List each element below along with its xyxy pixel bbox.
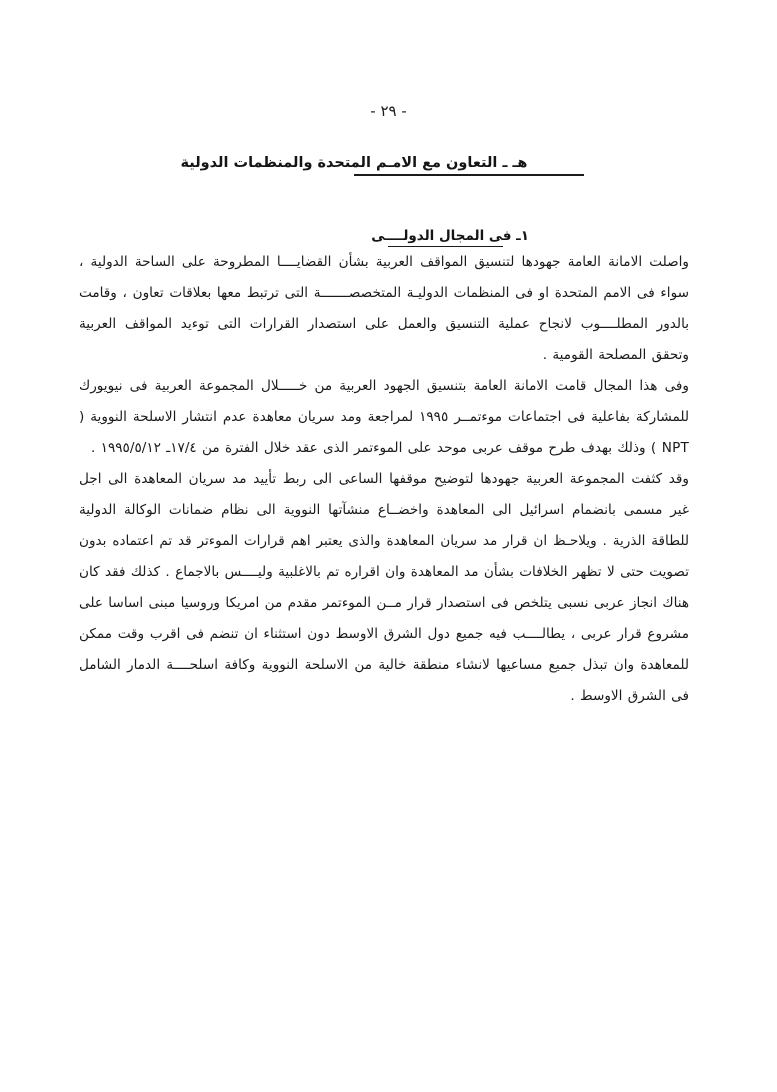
body-paragraph: وفى هذا المجال قامت الامانة العامة بتنسيق الجهود العربية من خـــــلال المجموعة العربية فى نيويورك للمشاركة بفاعلية فى اجتماعات موءتمــر ١٩٩٥ لمراجعة ومد سريان معاهدة عدم انتشار الاسلحة النووية ( NPT ) وذلك بهدف طرح موقف عربى موحد على الموءتمر الذى عقد خلال الفترة من ١٧/٤ـ ١٩٩٥/٥/١٢ . xyxy=(79,377,690,456)
section-heading: هـ ـ التعاون مع الامـم المتحدة والمنظمات الدولية xyxy=(180,155,528,171)
page-content xyxy=(79,155,689,712)
body-paragraph: واصلت الامانة العامة جهودها لتنسيق المواقف العربية بشأن القضايــــا المطروحة على الساحة الدولية ، سواء فى الامم المتحدة او فى المنظمات الدوليـة المتخصصـــــــة التى ترتبط معها بعلاقات تعاون ، وقامت بالدور المطلــــوب لانجاح عملية التنسيق والعمل على استصدار القرارات التى توءيد المواقف العربية وتحقق المصلحة القومية . xyxy=(79,253,689,363)
page-number: - ٢٩ - xyxy=(370,102,407,120)
heading-underline xyxy=(354,174,584,176)
body-paragraph: وقد كثفت المجموعة العربية جهودها لتوضيح موقفها الساعى الى ربط تأييد مد سريان المعاهدة الى اجل غير مسمى بانضمام اسرائيل الى المعاهدة واخضــاع منشآتها النووية الى نظام ضمانات الوكالة الدولية للطاقة الذرية . ويلاحـظ ان قرار مد سريان المعاهدة والذى يعتبر اهم قرارات الموءتر قد تم اعتماده بدون تصويت حتى لا تظهر الخلافات بشأن مد المعاهدة وان اقراره تم بالاغلبية وليــــس بالاجماع . كذلك فقد كان هناك انجاز عربى نسبى يتلخص فى استصدار قرار مــن الموءتمر مقدم من امريكا وروسيا مبنى اساسا على مشروع قرار عربى ، يطالــــب فيه جميع دول الشرق الاوسط دون استثناء ان تنضم فى اقرب وقت ممكن للمعاهدة وان تبذل جميع مساعيها لانشاء منطقة خالية من الاسلحة النووية وكافة اسلحــــة الدمار الشامل فى الشرق الاوسط . xyxy=(79,470,689,704)
subsection-heading: ١ـ فى المجال الدولــــى xyxy=(371,227,529,244)
